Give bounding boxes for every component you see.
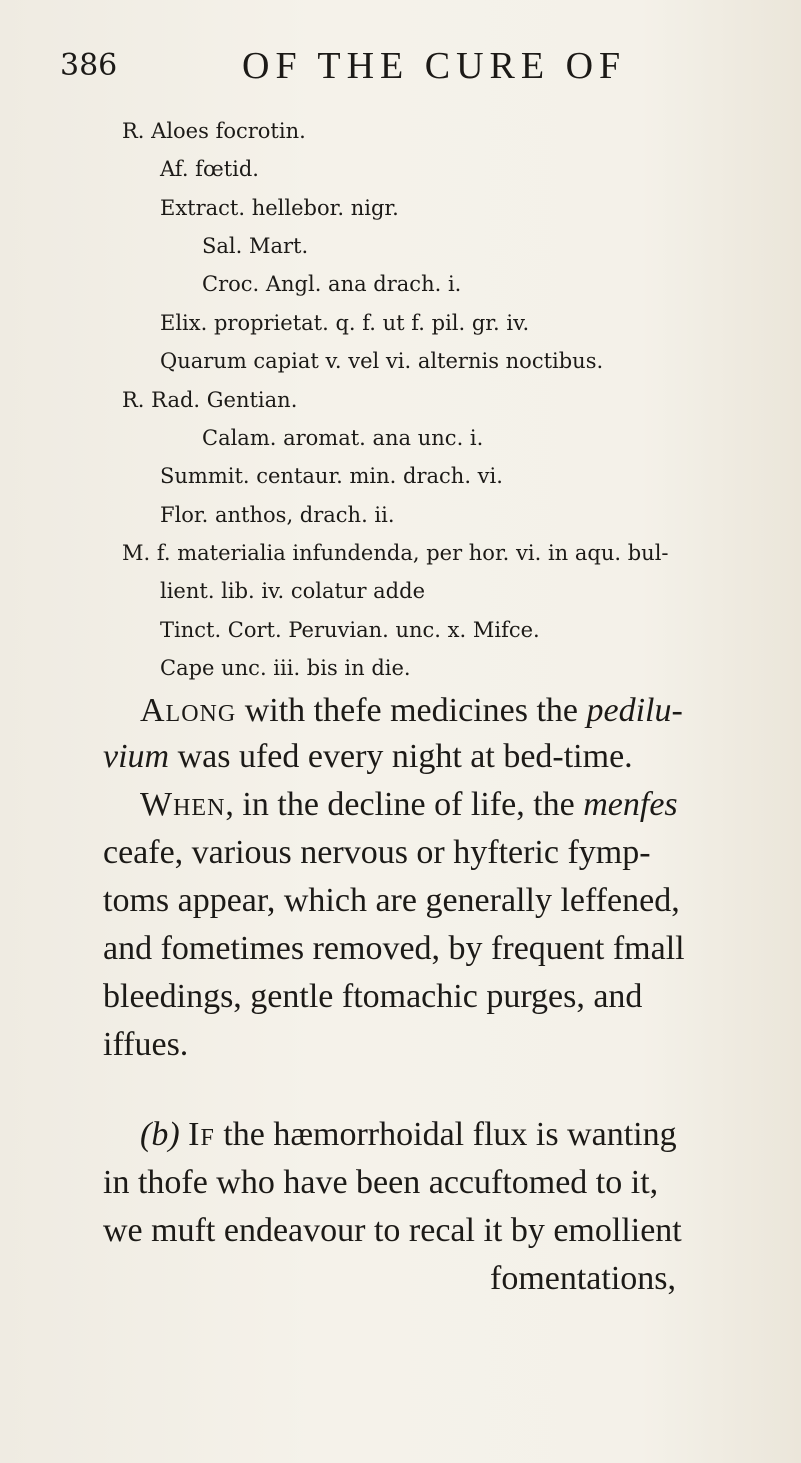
- italic-term: vium: [103, 738, 170, 775]
- recipe-line: lient. lib. iv. colatur adde: [160, 579, 425, 603]
- lead-word: Along: [140, 692, 237, 729]
- recipe-line: Summit. centaur. min. drach. vi.: [160, 464, 503, 488]
- recipe-line: Quarum capiat v. vel vi. alternis noctibus.: [160, 349, 604, 373]
- running-title: OF THE CURE OF: [242, 45, 627, 87]
- paragraph-text: with thefe medicines the: [236, 692, 587, 729]
- recipe-line: Croc. Angl. ana drach. i.: [202, 272, 462, 296]
- paragraph-line: [140, 1116, 677, 1154]
- running-head: [60, 44, 760, 94]
- footnote-mark: (b): [140, 1116, 180, 1153]
- paragraph-line: fomentations,: [490, 1260, 677, 1297]
- paragraph-text: , in the decline of life, the: [225, 786, 584, 823]
- paragraph-line: toms appear, which are generally leffened,: [103, 882, 680, 919]
- recipe-line: Af. fœtid.: [160, 157, 259, 181]
- recipe-line: R. Rad. Gentian.: [122, 388, 298, 412]
- recipe-line: Elix. proprietat. q. f. ut f. pil. gr. iv.: [160, 311, 530, 335]
- paragraph-line: iffues.: [103, 1026, 189, 1063]
- recipe-line: Extract. hellebor. nigr.: [160, 196, 399, 220]
- paragraph-text: was ufed every night at bed-time.: [169, 738, 633, 775]
- recipe-line: Calam. aromat. ana unc. i.: [202, 426, 484, 450]
- paragraph-line: and fometimes removed, by frequent fmall: [103, 930, 685, 967]
- recipe-line: Cape unc. iii. bis in die.: [160, 656, 411, 680]
- recipe-line: Tinct. Cort. Peruvian. unc. x. Mifce.: [160, 618, 540, 642]
- paragraph-line: bleedings, gentle ftomachic purges, and: [103, 978, 643, 1015]
- paragraph-line: in thofe who have been accuftomed to it,: [103, 1164, 659, 1201]
- paragraph-line: ceafe, various nervous or hyfteric fymp-: [103, 834, 651, 871]
- paragraph-line: [103, 738, 633, 776]
- paragraph-line: [140, 692, 683, 730]
- recipe-line: Flor. anthos, drach. ii.: [160, 503, 395, 527]
- recipe-line: Sal. Mart.: [202, 234, 309, 258]
- lead-word: If: [188, 1116, 215, 1153]
- recipe-line: R. Aloes focrotin.: [122, 119, 306, 143]
- recipe-line: M. f. materialia infundenda, per hor. vi. in aqu. bul-: [122, 541, 669, 565]
- page-number: 386: [60, 48, 118, 83]
- lead-word: When: [140, 786, 226, 823]
- paragraph-text: the hæmorrhoidal flux is wanting: [214, 1116, 677, 1153]
- italic-term: pedilu-: [586, 692, 683, 729]
- paragraph-line: we muft endeavour to recal it by emollient: [103, 1212, 682, 1249]
- paragraph-line: [140, 786, 678, 824]
- italic-term: menfes: [583, 786, 678, 823]
